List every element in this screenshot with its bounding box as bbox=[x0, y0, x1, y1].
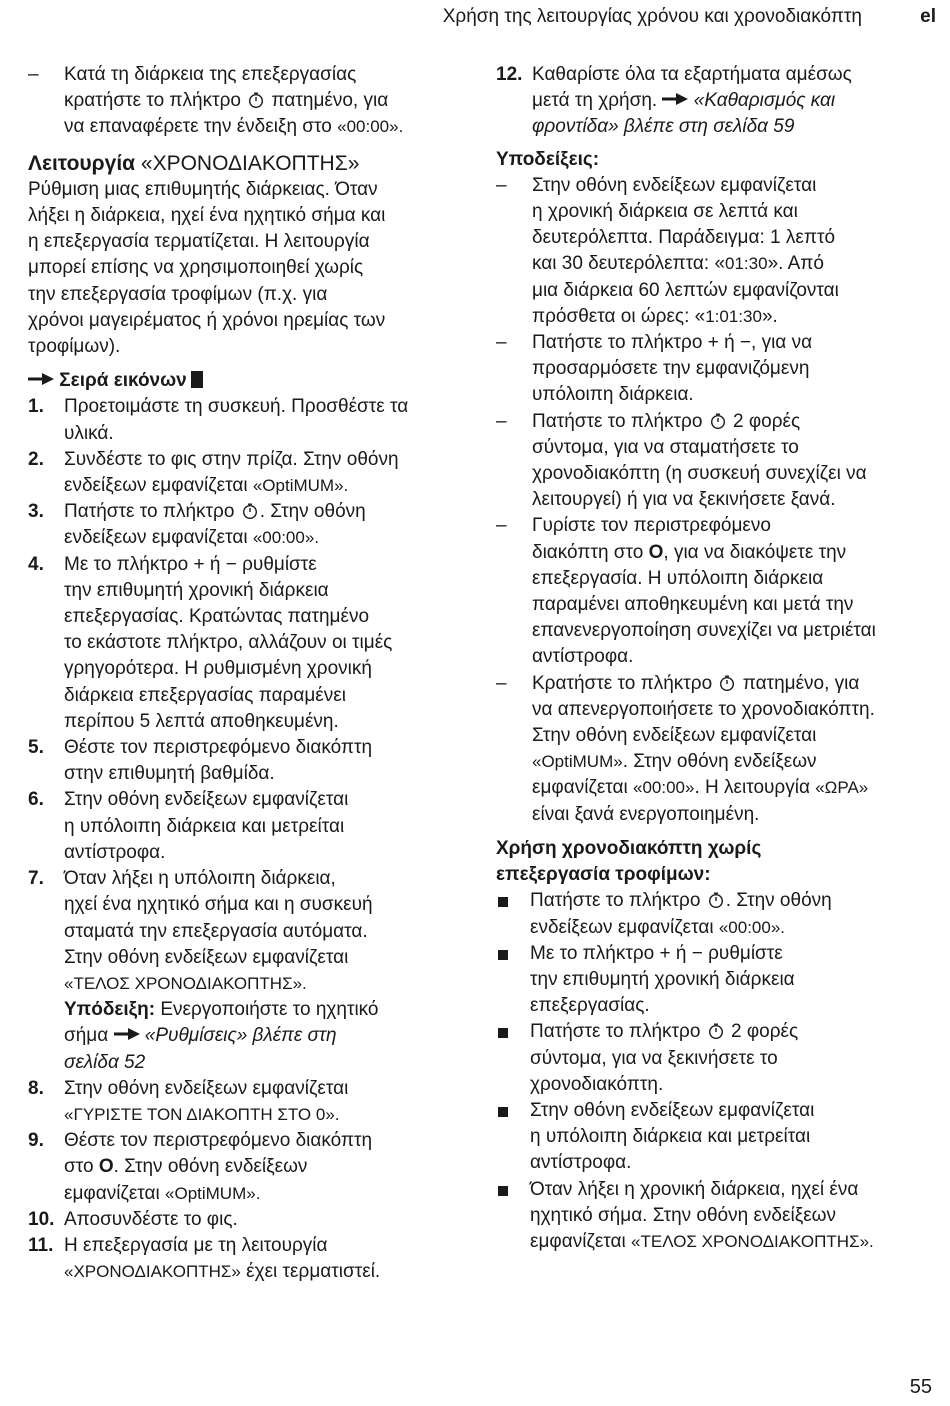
bullet-item: Πατήστε το πλήκτρο . Στην οθόνη ενδείξεων εμφανίζεται «00:00». bbox=[496, 888, 936, 940]
minus-key-icon: − bbox=[691, 942, 703, 964]
hint-note: Υπόδειξη: Ενεργοποιήστε το ηχητικό bbox=[64, 999, 379, 1021]
hint-item: – Γυρίστε τον περιστρεφόμενο διακόπτη στο O, για να διακόψετε την επεξεργασία. Η υπόλοιπη διάρκεια παραμένει αποθηκευμένη και μετά την επανενεργοποίηση συνεχίζει να μετριέται αντίστροφα. bbox=[496, 515, 876, 668]
intro-dash-item: – Κατά τη διάρκεια της επεξεργασίας κρατήστε το πλήκτρο πατημένο, για να επαναφέρετε την ένδειξη στο «00:00». bbox=[28, 64, 404, 138]
minus-key-icon: − bbox=[225, 553, 237, 575]
subsection-title: Χρήση χρονοδιακόπτη χωρίς επεξεργασία τροφίμων: bbox=[496, 837, 762, 886]
off-position-icon: O bbox=[648, 541, 664, 563]
bullet-square-icon bbox=[498, 1028, 508, 1038]
step-item: 2. Συνδέστε το φις στην πρίζα. Στην οθόνη ενδείξεων εμφανίζεται «OptiMUM». bbox=[28, 448, 399, 497]
step-item: 11. Η επεξεργασία με τη λειτουργία «ΧΡΟΝΟΔΙΑΚΟΠΤΗΣ» έχει τερματιστεί. bbox=[28, 1234, 381, 1283]
step-item: 3. Πατήστε το πλήκτρο . Στην οθόνη ενδείξεων εμφανίζεται «00:00». bbox=[28, 501, 366, 549]
minus-key-icon: − bbox=[739, 332, 752, 354]
plus-key-icon: + bbox=[193, 553, 205, 575]
step-item: 8. Στην οθόνη ενδείξεων εμφανίζεται «ΓΥΡΙΣΤΕ ΤΟΝ ΔΙΑΚΟΠΤΗ ΣΤΟ 0». bbox=[28, 1077, 349, 1124]
image-sequence-ref: Σειρά εικόνων bbox=[28, 368, 470, 394]
bullet-square-icon bbox=[498, 1107, 508, 1117]
hint-item: – Στην οθόνη ενδείξεων εμφανίζεται η χρονική διάρκεια σε λεπτά και δευτερόλεπτα. Παράδειγμα: 1 λεπτό και 30 δευτερόλεπτα: «01:30». Από μια διάρκεια 60 λεπτών εμφανίζονται πρόσθετα οι ώρες: «1:01:30». bbox=[496, 174, 839, 327]
section-description: Ρύθμιση μιας επιθυμητής διάρκειας. Όταν λήξει η διάρκεια, ηχεί ένα ηχητικό σήμα και η επεξεργασία τερματίζεται. Η λειτουργία μπορεί επίσης να χρησιμοποιηθεί χωρίς την επεξεργασία τροφίμων (π.χ. για χρόνοι μαγειρέματος ή χρόνοι ηρεμίας των τροφίμων). bbox=[28, 178, 386, 358]
bullet-square-icon bbox=[498, 897, 508, 907]
plus-key-icon: + bbox=[707, 332, 719, 354]
right-column bbox=[496, 62, 936, 1255]
timer-icon bbox=[248, 92, 264, 108]
arrow-right-icon bbox=[28, 373, 54, 385]
left-column bbox=[28, 62, 470, 1285]
step-item: 6. Στην οθόνη ενδείξεων εμφανίζεται η υπόλοιπη διάρκεια και μετρείται αντίστροφα. bbox=[28, 789, 349, 863]
bullet-item: Πατήστε το πλήκτρο 2 φορές σύντομα, για να ξεκινήσετε το χρονοδιακόπτη. bbox=[496, 1019, 936, 1098]
timer-icon bbox=[719, 675, 735, 691]
header-title: Χρήση της λειτουργίας χρόνου και χρονοδιακόπτη bbox=[442, 6, 862, 27]
bullet-square-icon bbox=[498, 1186, 508, 1196]
timer-icon bbox=[708, 1023, 724, 1039]
arrow-right-icon bbox=[662, 93, 688, 105]
hint-item: – Πατήστε το πλήκτρο + ή −, για να προσαρμόσετε την εμφανιζόμενη υπόλοιπη διάρκεια. bbox=[496, 332, 813, 406]
step-item: 10. Αποσυνδέστε το φις. bbox=[28, 1208, 238, 1230]
bullet-item: Με το πλήκτρο + ή − ρυθμίστε την επιθυμητή χρονική διάρκεια επεξεργασίας. bbox=[496, 941, 936, 1020]
off-position-icon: O bbox=[98, 1156, 114, 1178]
arrow-right-icon bbox=[114, 1028, 140, 1040]
section-title: Λειτουργία «ΧΡΟΝΟΔΙΑΚΟΠΤΗΣ» bbox=[28, 151, 360, 175]
language-code: el bbox=[920, 6, 936, 27]
hint-item: – Πατήστε το πλήκτρο 2 φορές σύντομα, για να σταματήσετε το χρονοδιακόπτη (η συσκευή συνεχίζει να λειτουργεί) ή για να ξεκινήσετε ξανά. bbox=[496, 410, 867, 511]
step-item: 4. Με το πλήκτρο + ή − ρυθμίστε την επιθυμητή χρονική διάρκεια επεξεργασίας. Κρατώντας πατημένο το εκάστοτε πλήκτρο, αλλάζουν οι τιμές γρηγορότερα. Η ρυθμισμένη χρονική διάρκεια επεξεργασίας παραμένει περίπου 5 λεπτά αποθηκευμένη. bbox=[28, 553, 393, 732]
image-sequence-icon bbox=[191, 371, 203, 388]
hints-title: Υποδείξεις: bbox=[496, 148, 600, 170]
step-item: 12. Καθαρίστε όλα τα εξαρτήματα αμέσως μετά τη χρήση. «Καθαρισμός και φροντίδα» βλέπε στη σελίδα 59 bbox=[496, 64, 852, 138]
timer-icon bbox=[708, 892, 724, 908]
page-number: 55 bbox=[909, 1375, 932, 1398]
step-item: 9. Θέστε τον περιστρεφόμενο διακόπτη στο O. Στην οθόνη ενδείξεων εμφανίζεται «OptiMUM». bbox=[28, 1130, 373, 1204]
plus-key-icon: + bbox=[659, 942, 671, 964]
bullet-item: Στην οθόνη ενδείξεων εμφανίζεται η υπόλοιπη διάρκεια και μετρείται αντίστροφα. bbox=[496, 1098, 936, 1177]
step-item: 5. Θέστε τον περιστρεφόμενο διακόπτη στην επιθυμητή βαθμίδα. bbox=[28, 737, 373, 785]
timer-icon bbox=[242, 503, 258, 519]
timer-icon bbox=[710, 413, 726, 429]
bullet-item: Όταν λήξει η χρονική διάρκεια, ηχεί ένα ηχητικό σήμα. Στην οθόνη ενδείξεων εμφανίζεται «ΤΕΛΟΣ ΧΡΟΝΟΔΙΑΚΟΠΤΗΣ». bbox=[496, 1177, 936, 1256]
step-item: 7. Όταν λήξει η υπόλοιπη διάρκεια, ηχεί ένα ηχητικό σήμα και η συσκευή σταματά την επεξεργασία αυτόματα. Στην οθόνη ενδείξεων εμφανίζεται «ΤΕΛΟΣ ΧΡΟΝΟΔΙΑΚΟΠΤΗΣ». Υπόδειξη: Ενεργοποιήστε το ηχητικό σήμα «Ρυθμίσεις» βλέπε στη σελίδα 52 bbox=[28, 866, 470, 1076]
hint-item: – Κρατήστε το πλήκτρο πατημένο, για να απενεργοποιήσετε το χρονοδιακόπτη. Στην οθόνη ενδείξεων εμφανίζεται «OptiMUM». Στην οθόνη ενδείξεων εμφανίζεται «00:00». Η λειτουργία «ΩΡΑ» είναι ξανά ενεργοποιημένη. bbox=[496, 672, 875, 825]
bullet-square-icon bbox=[498, 950, 508, 960]
step-item: 1. Προετοιμάστε τη συσκευή. Προσθέστε τα υλικά. bbox=[28, 396, 409, 444]
